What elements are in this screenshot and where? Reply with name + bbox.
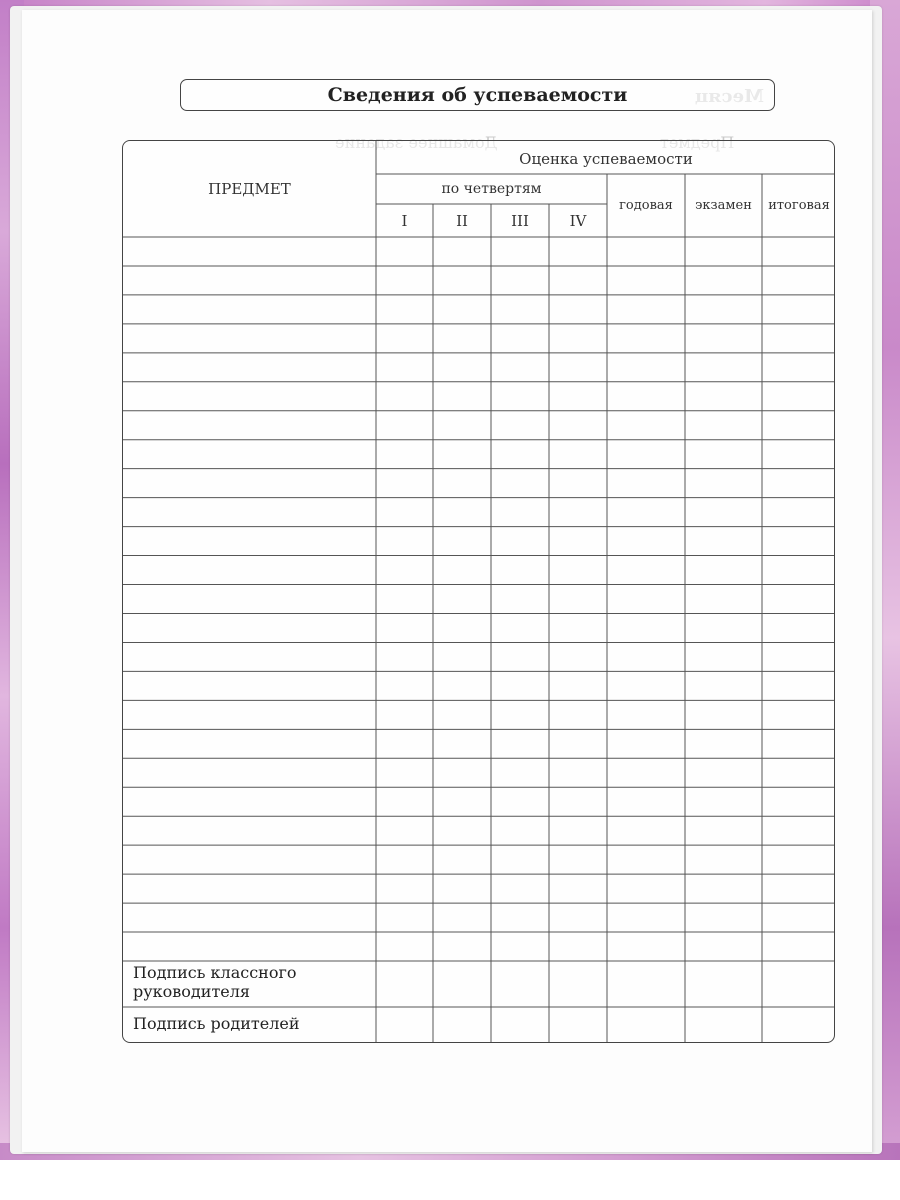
teacher-signature-label bbox=[133, 963, 296, 1001]
subject-column-header: ПРЕДМЕТ bbox=[208, 180, 291, 198]
grade-assessment-header: Оценка успеваемости bbox=[519, 149, 693, 168]
quarter-3-header: III bbox=[511, 211, 529, 230]
page-title: Сведения об успеваемости bbox=[180, 79, 775, 111]
quarter-4-header: IV bbox=[569, 211, 587, 230]
annual-header: годовая bbox=[619, 198, 673, 213]
table-gridlines bbox=[123, 141, 835, 1043]
grades-table bbox=[122, 140, 835, 1043]
teacher-signature-line-2: руководителя bbox=[133, 982, 251, 1001]
teacher-signature-line-1: Подпись классного bbox=[133, 963, 297, 982]
final-header: итоговая bbox=[768, 198, 830, 213]
quarter-1-header: I bbox=[401, 211, 408, 230]
quarters-header: по четвертям bbox=[441, 181, 542, 197]
exam-header: экзамен bbox=[695, 198, 752, 213]
quarter-2-header: II bbox=[456, 211, 468, 230]
parent-signature-label: Подпись родителей bbox=[133, 1014, 300, 1033]
